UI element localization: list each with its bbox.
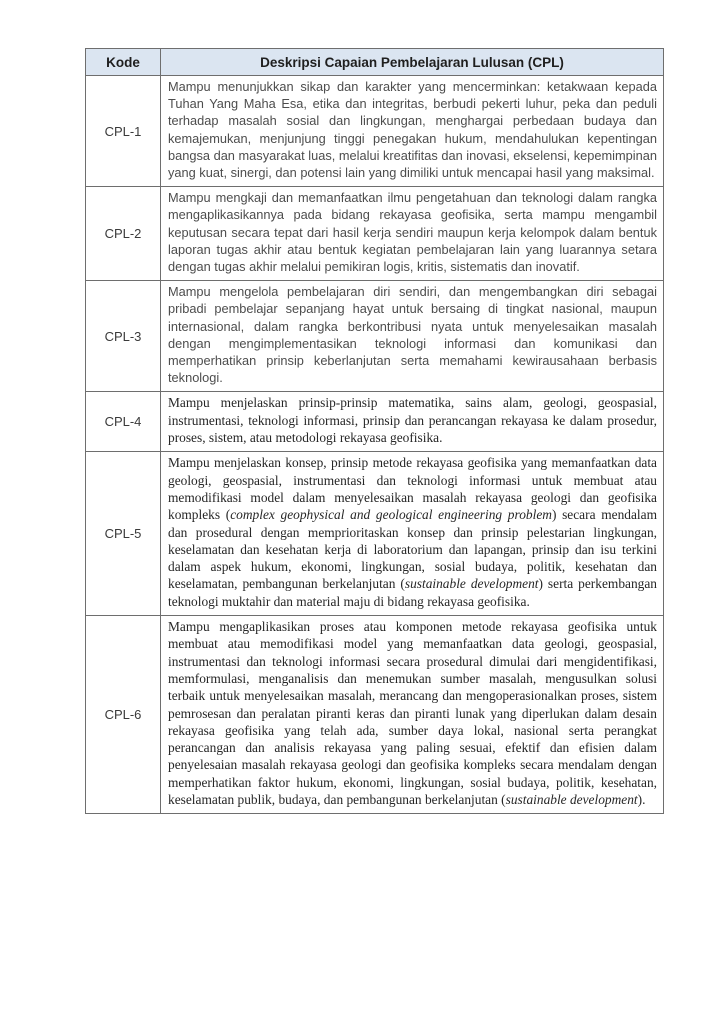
cpl-code: CPL-4 (86, 392, 161, 452)
cpl-code: CPL-6 (86, 616, 161, 814)
description-text: Mampu menjelaskan konsep, prinsip metode rekayasa geofisika yang memanfaatkan data geologi, geospasial, instrumentasi dan teknologi informasi untuk membuat atau memodifikasi model dalam menyelesaikan masalah rekayasa geologi dan geofisika kompleks ( (168, 455, 657, 523)
table-row (86, 187, 664, 281)
header-deskripsi: Deskripsi Capaian Pembelajaran Lulusan (CPL) (161, 49, 664, 76)
cpl-description (161, 281, 664, 392)
table-header-row (86, 49, 664, 76)
description-text-italic: sustainable development (404, 576, 539, 592)
description-text: Mampu mengelola pembelajaran diri sendiri, dan mengembangkan diri sebagai pribadi pembelajar sepanjang hayat untuk bersaing di tingkat nasional, maupun internasional, dalam rangka berkontribusi nyata untuk menyelesaikan masalah dengan mengimplementasikan teknologi informasi dan komunikasi dan memperhatikan prinsip keberlanjutan serta memahami kewirausahaan berbasis teknologi. (168, 284, 657, 386)
cpl-code: CPL-1 (86, 76, 161, 187)
table-row (86, 616, 664, 814)
table-row (86, 76, 664, 187)
description-text: ) serta perkembangan teknologi muktahir dan material maju di bidang rekayasa geofisika. (168, 576, 657, 609)
header-kode: Kode (86, 49, 161, 76)
cpl-description (161, 616, 664, 814)
description-text-italic: complex geophysical and geological engineering problem (230, 507, 552, 523)
cpl-table (85, 48, 664, 814)
table-row (86, 452, 664, 616)
description-text: ). (637, 791, 646, 807)
table-row (86, 281, 664, 392)
cpl-code: CPL-5 (86, 452, 161, 616)
cpl-code: CPL-2 (86, 187, 161, 281)
description-text: ) secara mendalam dan prosedural dengan memprioritaskan konsep dan prinsip pelestarian lingkungan, keselamatan dan kesehatan kerja di laboratorium dan lapangan, prinsip dan isu terkini dalam aspek hukum, ekonomi, lingkungan, sosial budaya, politik, kesehatan dan keselamatan, pembangunan berkelanjutan ( (168, 507, 657, 592)
cpl-code: CPL-3 (86, 281, 161, 392)
description-text: Mampu menjelaskan prinsip-prinsip matematika, sains alam, geologi, geospasial, instrumentasi, teknologi informasi, prinsip dan perancangan rekayasa ke dalam prosedur, proses, sistem, atau metodologi rekayasa geofisika. (168, 395, 657, 446)
description-text: Mampu menunjukkan sikap dan karakter yang mencerminkan: ketakwaan kepada Tuhan Yang Maha Esa, etika dan integritas, berbudi pekerti luhur, peka dan peduli terhadap masalah sosial dan lingkungan, menghargai perbedaan budaya dan kemajemukan, menjunjung tinggi penegakan hukum, mendahulukan kepentingan bangsa dan masyarakat luas, melalui kreatifitas dan inovasi, ekselensi, kepemimpinan yang kuat, sinergi, dan potensi lain yang dimiliki untuk mencapai hasil yang maksimal. (168, 79, 657, 181)
cpl-description (161, 452, 664, 616)
cpl-description (161, 187, 664, 281)
description-text-italic: sustainable development (505, 791, 638, 807)
description-text: Mampu mengaplikasikan proses atau komponen metode rekayasa geofisika untuk membuat atau memodifikasi model yang memanfaatkan data geologi, geospasial, instrumentasi dan teknologi informasi secara prosedural dimulai dari mengidentifikasi, memformulasi, menganalisis dan menemukan sumber masalah, mengusulkan solusi terbaik untuk menyelesaikan masalah, merancang dan mengoperasionalkan proses, sistem pemrosesan dan peralatan piranti keras dan piranti lunak yang diperlukan dalam desain rekayasa geofisika yang telah ada, sumber daya lokal, nasional serta perangkat perancangan dan analisis rekayasa yang paling sesuai, efektif dan efisien dalam penyelesaian masalah rekayasa geologi dan geofisika kompleks secara mendalam dengan memperhatikan faktor hukum, ekonomi, lingkungan, sosial budaya, politik, kesehatan, keselamatan publik, budaya, dan pembangunan berkelanjutan ( (168, 619, 657, 807)
cpl-table-body (86, 76, 664, 814)
description-text: Mampu mengkaji dan memanfaatkan ilmu pengetahuan dan teknologi dalam rangka mengaplikasikannya pada bidang rekayasa geofisika, serta mampu mengambil keputusan secara tepat dari hasil kerja sendiri maupun kerja kelompok dalam bentuk laporan tugas akhir atau bentuk kegiatan pembelajaran lain yang luarannya setara dengan tugas akhir melalui pemikiran logis, kritis, sistematis dan inovatif. (168, 190, 657, 275)
cpl-description (161, 76, 664, 187)
table-row (86, 392, 664, 452)
cpl-description (161, 392, 664, 452)
